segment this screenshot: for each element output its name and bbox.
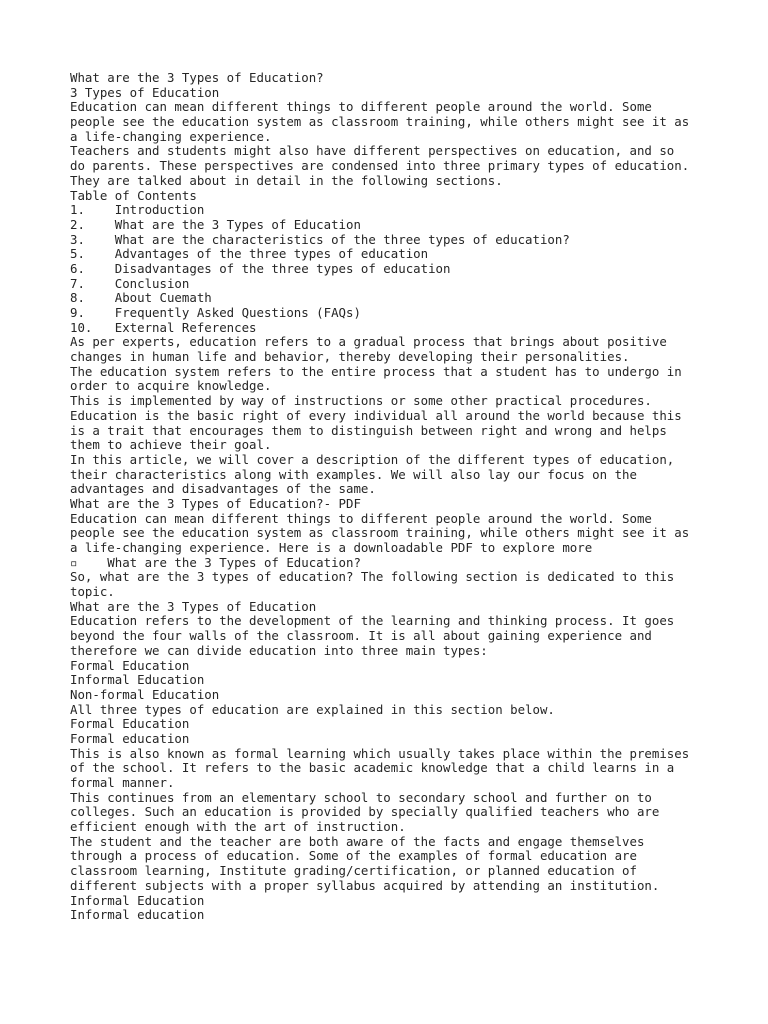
document-text — [70, 71, 689, 923]
text-line: therefore we can divide education into three main types: — [70, 642, 488, 658]
text-line: 6. Disadvantages of the three types of education — [70, 260, 451, 276]
text-line: efficient enough with the art of instruction. — [70, 819, 406, 835]
text-line: formal manner. — [70, 775, 175, 790]
text-line: through a process of education. Some of the examples of formal education are — [70, 848, 637, 864]
text-line: Informal Education — [70, 672, 205, 688]
text-line: 7. Conclusion — [70, 275, 190, 291]
text-line: Education can mean different things to different people around the world. Some — [70, 510, 652, 526]
text-line: 8. About Cuemath — [70, 290, 212, 306]
text-line: 3. What are the characteristics of the three types of education? — [70, 231, 570, 247]
text-line: 10. External References — [70, 319, 257, 335]
text-line: people see the education system as classroom training, while others might see it as — [70, 525, 690, 541]
text-line: colleges. Such an education is provided by specially qualified teachers who are — [70, 804, 660, 820]
text-line: people see the education system as classroom training, while others might see it as — [70, 114, 690, 130]
text-line: What are the 3 Types of Education? — [70, 70, 324, 85]
text-line: Formal Education — [70, 657, 190, 673]
text-line: In this article, we will cover a description of the different types of education, — [70, 451, 675, 467]
text-line: Informal education — [70, 907, 205, 923]
text-line: 3 Types of Education — [70, 84, 220, 100]
text-line: Formal Education — [70, 716, 190, 732]
text-line: their characteristics along with examples. We will also lay our focus on the — [70, 466, 637, 482]
text-line: All three types of education are explained in this section below. — [70, 701, 555, 717]
text-line: classroom learning, Institute grading/certification, or planned education of — [70, 863, 637, 879]
text-line: order to acquire knowledge. — [70, 378, 272, 394]
text-line: 2. What are the 3 Types of Education — [70, 216, 361, 232]
text-line: Teachers and students might also have different perspectives on education, and so — [70, 143, 675, 159]
text-line: So, what are the 3 types of education? The following section is dedicated to this — [70, 569, 675, 585]
text-line: 5. Advantages of the three types of education — [70, 246, 429, 262]
text-line: of the school. It refers to the basic academic knowledge that a child learns in a — [70, 760, 675, 776]
text-line: 1. Introduction — [70, 202, 205, 218]
text-line: 9. Frequently Asked Questions (FAQs) — [70, 305, 361, 320]
text-line: What are the 3 Types of Education?- PDF — [70, 495, 361, 511]
text-line: Informal Education — [70, 892, 205, 908]
text-line: This continues from an elementary school to secondary school and further on to — [70, 789, 652, 805]
text-line: beyond the four walls of the classroom. It is all about gaining experience and — [70, 628, 652, 644]
text-line: Education is the basic right of every individual all around the world because this — [70, 407, 682, 423]
text-line: do parents. These perspectives are condensed into three primary types of education. — [70, 158, 690, 174]
text-line: The education system refers to the entire process that a student has to undergo in — [70, 363, 682, 379]
text-line: advantages and disadvantages of the same. — [70, 481, 376, 497]
text-line: different subjects with a proper syllabus acquired by attending an institution. — [70, 877, 660, 893]
text-line: a life-changing experience. — [70, 128, 272, 144]
text-line: Education refers to the development of the learning and thinking process. It goes — [70, 613, 675, 629]
text-line: Table of Contents — [70, 187, 197, 203]
text-line: a life-changing experience. Here is a downloadable PDF to explore more — [70, 540, 593, 555]
text-line: changes in human life and behavior, thereby developing their personalities. — [70, 349, 630, 365]
text-line: This is also known as formal learning which usually takes place within the premises — [70, 745, 690, 761]
text-line: ▫ What are the 3 Types of Education? — [70, 554, 361, 570]
text-line: They are talked about in detail in the following sections. — [70, 172, 503, 188]
text-line: Non-formal Education — [70, 686, 220, 702]
text-line: What are the 3 Types of Education — [70, 598, 317, 614]
text-line: As per experts, education refers to a gradual process that brings about positive — [70, 334, 667, 350]
text-line: This is implemented by way of instructions or some other practical procedures. — [70, 393, 652, 409]
text-line: them to achieve their goal. — [70, 437, 272, 453]
text-line: The student and the teacher are both aware of the facts and engage themselves — [70, 833, 645, 849]
text-line: Formal education — [70, 730, 190, 746]
text-line: topic. — [70, 584, 115, 600]
text-line: Education can mean different things to different people around the world. Some — [70, 99, 652, 115]
text-line: is a trait that encourages them to distinguish between right and wrong and helps — [70, 422, 667, 438]
